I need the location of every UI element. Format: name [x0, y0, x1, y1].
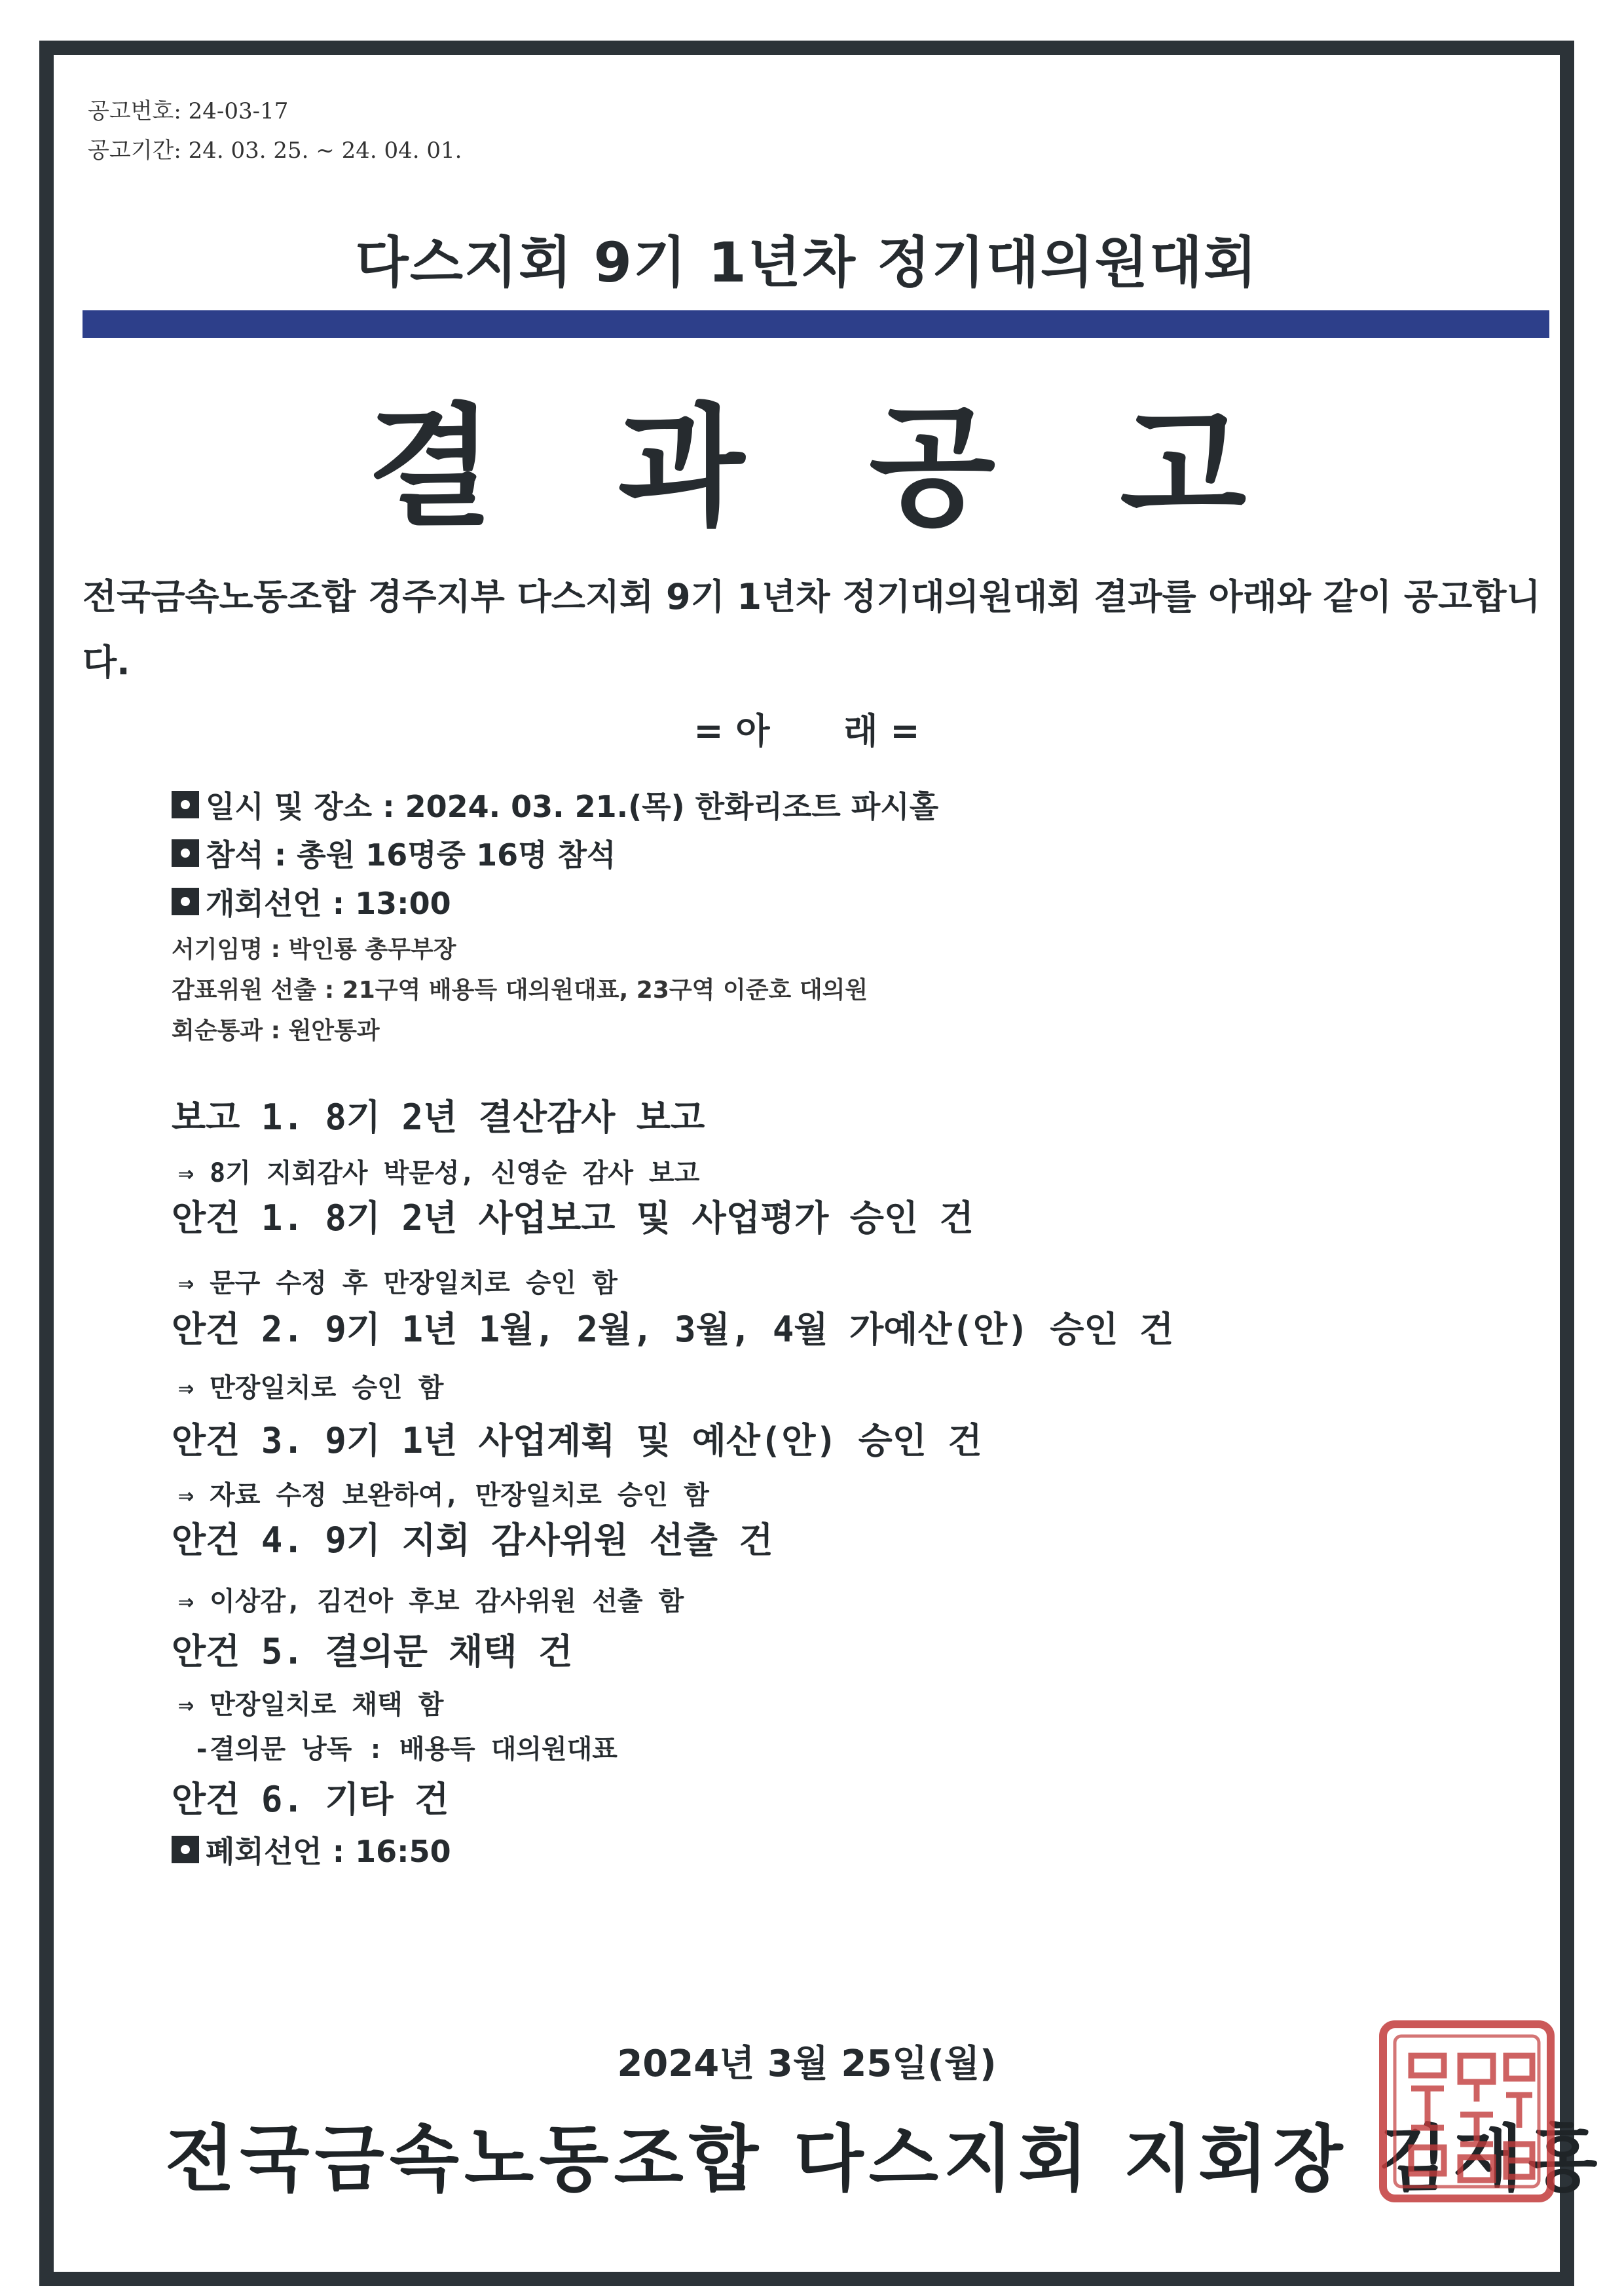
agenda-item-title: 안건 1. 8기 2년 사업보고 및 사업평가 승인 건	[172, 1197, 974, 1239]
notice-date: 2024년 3월 25일(월)	[617, 2043, 997, 2085]
agenda-item-title: 안건 5. 결의문 채택 건	[172, 1631, 573, 1672]
agenda-item-result: ⇒ 만장일치로 채택 함	[178, 1690, 444, 1720]
bullet-box-icon	[172, 888, 199, 915]
agenda-item-title: 안건 4. 9기 지회 감사위원 선출 건	[172, 1520, 773, 1561]
intro-paragraph: 전국금속노동조합 경주지부 다스지회 9기 1년차 정기대의원대회 결과를 아래와 같이 공고합니다.	[83, 576, 1541, 683]
bullet-box-icon	[172, 839, 199, 867]
opening-text: 개회선언 : 13:00	[206, 886, 451, 921]
agenda-item-result: ⇒ 이상감, 김건아 후보 감사위원 선출 함	[178, 1586, 684, 1616]
closing-text: 폐회선언 : 16:50	[206, 1834, 451, 1869]
agenda-item-result: ⇒ 자료 수정 보완하여, 만장일치로 승인 함	[178, 1480, 709, 1510]
official-seal-stamp	[1375, 2016, 1559, 2206]
attendance-item	[172, 831, 616, 875]
notice-number: 공고번호: 24-03-17	[88, 98, 289, 124]
agenda-item-title: 안건 3. 9기 1년 사업계획 및 예산(안) 승인 건	[172, 1420, 982, 1461]
bullet-box-icon	[172, 791, 199, 818]
agenda-item-result: ⇒ 8기 지회감사 박문성, 신영순 감사 보고	[178, 1158, 700, 1188]
document-frame	[39, 41, 1603, 2286]
agenda-item-title: 보고 1. 8기 2년 결산감사 보고	[172, 1097, 705, 1138]
notice-period: 공고기간: 24. 03. 25. ~ 24. 04. 01.	[88, 137, 462, 164]
datetime-place-item	[172, 783, 938, 826]
signature-line: 전국금속노동조합 다스지회 지회장 김재홍	[165, 2117, 1603, 2201]
agenda-item-result: ⇒ 만장일치로 승인 함	[178, 1373, 444, 1403]
agenda-item-title: 안건 2. 9기 1년 1월, 2월, 3월, 4월 가예산(안) 승인 건	[172, 1309, 1174, 1350]
datetime-place-text: 일시 및 장소 : 2024. 03. 21.(목) 한화리조트 파시홀	[206, 789, 939, 824]
agenda-item-subnote: -결의문 낭독 : 배용득 대의원대표	[178, 1734, 618, 1764]
attendance-text: 참석 : 총원 16명중 16명 참석	[206, 837, 616, 873]
result-notice-heading: 결과공고	[367, 392, 1371, 544]
below-marker: = 아 래 =	[693, 710, 920, 752]
session-pass-text: 회순통과 : 원안통과	[172, 1017, 380, 1044]
secretary-text: 서기임명 : 박인룡 총무부장	[172, 936, 456, 963]
vote-committee-text: 감표위원 선출 : 21구역 배용득 대의원대표, 23구역 이준호 대의원	[172, 977, 868, 1004]
document-title: 다스지회 9기 1년차 정기대의원대회	[355, 230, 1259, 295]
opening-item	[172, 880, 451, 923]
closing-item	[172, 1828, 451, 1871]
title-divider-bar	[83, 310, 1549, 338]
agenda-item-title: 안건 6. 기타 건	[172, 1779, 449, 1820]
bullet-box-icon	[172, 1836, 199, 1863]
agenda-item-result: ⇒ 문구 수정 후 만장일치로 승인 함	[178, 1268, 618, 1298]
